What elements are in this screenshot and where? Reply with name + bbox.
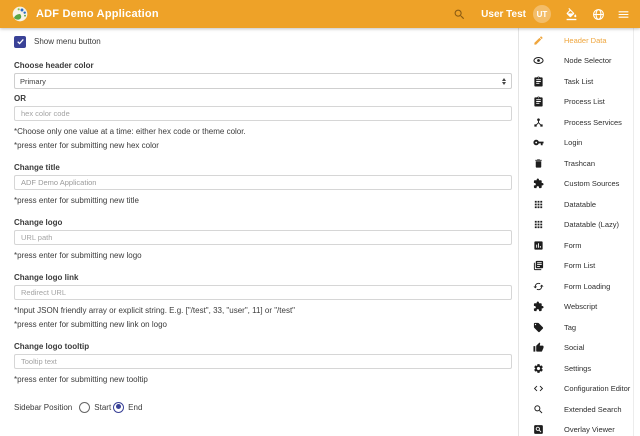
header-color-selected-value: Primary [20, 76, 46, 86]
change-logo-tooltip-label: Change logo tooltip [14, 342, 90, 351]
hex-color-hint-value: *Choose only one value at a time: either hex code or theme color. [14, 127, 246, 136]
show-menu-button-label: Show menu button [34, 37, 101, 46]
hex-color-input[interactable] [14, 106, 512, 121]
header-color-select[interactable] [14, 73, 512, 89]
pencil-icon [532, 34, 544, 46]
sidebar-item-process-services[interactable] [532, 112, 640, 133]
puzzle-icon [532, 301, 544, 313]
hub-icon [532, 116, 544, 128]
eye-icon [532, 55, 544, 67]
grid-icon [532, 219, 544, 231]
code-icon [532, 383, 544, 395]
sidebar-item-label: Process Services [564, 117, 622, 127]
clipboard-icon [532, 96, 544, 108]
sidebar-item-custom-sources[interactable] [532, 174, 640, 195]
sidebar-item-label: Trashcan [564, 158, 595, 168]
header-color-label: Choose header color [14, 61, 94, 70]
user-avatar[interactable]: UT [533, 5, 551, 23]
change-title-hint: *press enter for submitting new title [14, 196, 139, 205]
sidebar-item-webscript[interactable] [532, 297, 640, 318]
sidebar-item-label: Datatable (Lazy) [564, 220, 620, 230]
user-name: User Test [481, 8, 526, 20]
sidebar-item-login[interactable] [532, 133, 640, 154]
chart-icon [532, 239, 544, 251]
sidebar-item-process-list[interactable] [532, 92, 640, 113]
sidebar-item-label: Datatable [564, 199, 597, 209]
sidebar-item-trashcan[interactable] [532, 153, 640, 174]
sidebar-item-label: Task List [564, 76, 594, 86]
overlay-search-icon [532, 424, 544, 436]
sidebar-item-label: Custom Sources [564, 179, 620, 189]
sidebar-item-label: Extended Search [564, 404, 622, 414]
sidebar-position-end-radio[interactable] [113, 402, 124, 413]
sidebar-position-start-radio[interactable] [79, 402, 90, 413]
sidebar-item-label: Overlay Viewer [564, 425, 615, 435]
hex-color-hint-submit: *press enter for submitting new hex color [14, 141, 159, 150]
sidebar-position-end-label: End [128, 402, 143, 412]
logo-tooltip-hint: *press enter for submitting new tooltip [14, 375, 148, 384]
gear-icon [532, 362, 544, 374]
sidebar-item-task-list[interactable] [532, 71, 640, 92]
sidebar-item-label: Node Selector [564, 56, 612, 66]
sidebar-position-label: Sidebar Position [14, 402, 73, 412]
sidebar-item-label: Form Loading [564, 281, 611, 291]
sidebar-item-header-data[interactable] [532, 30, 640, 51]
sidebar-item-label: Configuration Editor [564, 384, 631, 394]
sidebar-item-label: Form List [564, 261, 596, 271]
sidebar-item-overlay-viewer[interactable] [532, 420, 640, 436]
trash-icon [532, 157, 544, 169]
change-logo-label: Change logo [14, 218, 63, 227]
change-logo-hint: *press enter for submitting new logo [14, 251, 142, 260]
sidebar-item-social[interactable] [532, 338, 640, 359]
clipboard-icon [532, 75, 544, 87]
sidebar-item-datatable-lazy[interactable] [532, 215, 640, 236]
change-title-label: Change title [14, 163, 60, 172]
sidebar-item-form[interactable] [532, 235, 640, 256]
sidebar-position-start-label: Start [94, 402, 112, 412]
sidebar-item-form-list[interactable] [532, 256, 640, 277]
change-logo-link-label: Change logo link [14, 273, 79, 282]
sidebar-item-node-selector[interactable] [532, 51, 640, 72]
app-title: ADF Demo Application [36, 8, 159, 20]
show-menu-button-checkbox[interactable] [14, 36, 26, 48]
search-icon [532, 403, 544, 415]
sidebar-item-settings[interactable] [532, 358, 640, 379]
menu-icon[interactable] [615, 6, 631, 22]
language-globe-icon[interactable] [590, 6, 606, 22]
or-label: OR [14, 94, 26, 103]
change-logo-tooltip-input[interactable] [14, 354, 512, 369]
grid-icon [532, 198, 544, 210]
sidebar-item-form-loading[interactable] [532, 276, 640, 297]
sidebar-item-label: Process List [564, 97, 605, 107]
change-logo-input[interactable] [14, 230, 512, 245]
search-icon[interactable] [451, 6, 467, 22]
sidebar-item-extended-search[interactable] [532, 399, 640, 420]
sidebar-item-datatable[interactable] [532, 194, 640, 215]
sidebar-menu [518, 28, 640, 436]
refresh-icon [532, 280, 544, 292]
thumb-up-icon [532, 342, 544, 354]
sidebar-item-label: Webscript [564, 302, 598, 312]
sidebar-item-label: Tag [564, 322, 577, 332]
sidebar-item-configuration-editor[interactable] [532, 379, 640, 400]
sidebar-item-label: Header Data [564, 35, 607, 45]
select-stepper-icon [502, 78, 506, 85]
sidebar-item-label: Settings [564, 363, 592, 373]
header-data-settings-panel [0, 28, 518, 436]
tag-icon [532, 321, 544, 333]
show-menu-button-row [14, 35, 512, 48]
sidebar-item-label: Form [564, 240, 582, 250]
top-bar [0, 0, 640, 28]
sidebar-item-label: Login [564, 138, 583, 148]
key-icon [532, 137, 544, 149]
sidebar-position-row [14, 400, 512, 414]
change-logo-link-input[interactable] [14, 285, 512, 300]
pages-icon [532, 260, 544, 272]
sidebar-item-label: Social [564, 343, 585, 353]
logo-link-hint-submit: *press enter for submitting new link on logo [14, 320, 167, 329]
theme-picker-icon[interactable] [563, 6, 579, 22]
logo-link-hint-format: *Input JSON friendly array or explicit string. E.g. ["/test", 33, "user", 11] or "/test" [14, 306, 295, 315]
app-logo-icon[interactable] [12, 6, 28, 22]
change-title-input[interactable] [14, 175, 512, 190]
sidebar-item-tag[interactable] [532, 317, 640, 338]
puzzle-icon [532, 178, 544, 190]
